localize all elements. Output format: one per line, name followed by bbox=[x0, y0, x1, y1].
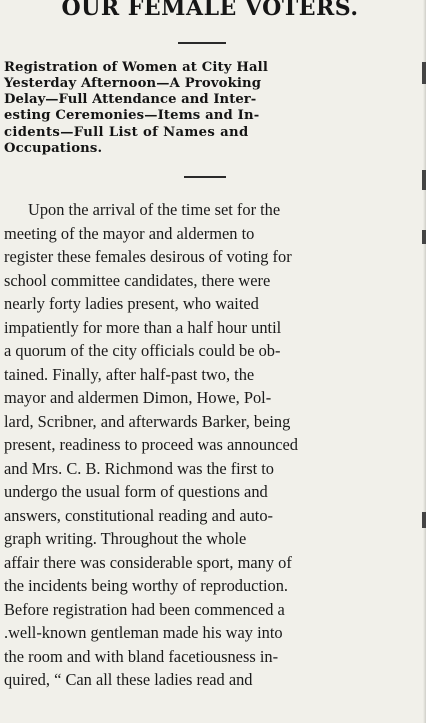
adjacent-column-fragment bbox=[422, 230, 426, 244]
body-line: undergo the usual form of questions and bbox=[4, 482, 268, 501]
subhead-line: Yesterday Afternoon—A Provoking bbox=[4, 76, 262, 91]
adjacent-column-fragment bbox=[422, 62, 426, 84]
body-line: meeting of the mayor and aldermen to bbox=[4, 224, 255, 243]
body-line: graph writing. Throughout the whole bbox=[4, 529, 247, 548]
body-line: Before registration had been commenced a bbox=[4, 600, 285, 619]
adjacent-column-fragment bbox=[422, 512, 426, 528]
body-line: present, readiness to proceed was announced bbox=[4, 435, 299, 454]
subhead-line: esting Ceremonies—Items and In- bbox=[4, 108, 260, 123]
body-line: register these females desirous of voting for bbox=[4, 247, 292, 266]
article-headline: OUR FEMALE VOTERS. bbox=[61, 0, 359, 21]
subhead-divider bbox=[184, 176, 226, 178]
body-line: the incidents being worthy of reproduction. bbox=[4, 576, 289, 595]
subhead-line: cidents—Full List of Names and bbox=[4, 125, 249, 140]
body-line: and Mrs. C. B. Richmond was the first to bbox=[4, 459, 274, 478]
body-line: Upon the arrival of the time set for the bbox=[28, 200, 281, 219]
headline-divider bbox=[178, 42, 226, 44]
adjacent-column-fragment bbox=[422, 170, 426, 190]
subhead-line: Delay—Full Attendance and Inter- bbox=[4, 92, 257, 107]
body-line: quired, “ Can all these ladies read and bbox=[4, 670, 253, 689]
body-line: nearly forty ladies present, who waited bbox=[4, 294, 259, 313]
body-line: the room and with bland facetiousness in- bbox=[4, 647, 279, 666]
body-line: .well-known gentleman made his way into bbox=[4, 623, 283, 642]
subhead-line: Registration of Women at City Hall bbox=[4, 60, 268, 75]
body-line: impatiently for more than a half hour until bbox=[4, 318, 282, 337]
body-line: mayor and aldermen Dimon, Howe, Pol- bbox=[4, 388, 272, 407]
body-line: affair there was considerable sport, many of bbox=[4, 553, 292, 572]
body-line: school committee candidates, there were bbox=[4, 271, 271, 290]
body-line: tained. Finally, after half-past two, the bbox=[4, 365, 255, 384]
subhead-line: Occupations. bbox=[4, 141, 103, 156]
body-line: answers, constitutional reading and auto- bbox=[4, 506, 274, 525]
body-line: lard, Scribner, and afterwards Barker, being bbox=[4, 412, 291, 431]
body-line: a quorum of the city officials could be ob- bbox=[4, 341, 281, 360]
